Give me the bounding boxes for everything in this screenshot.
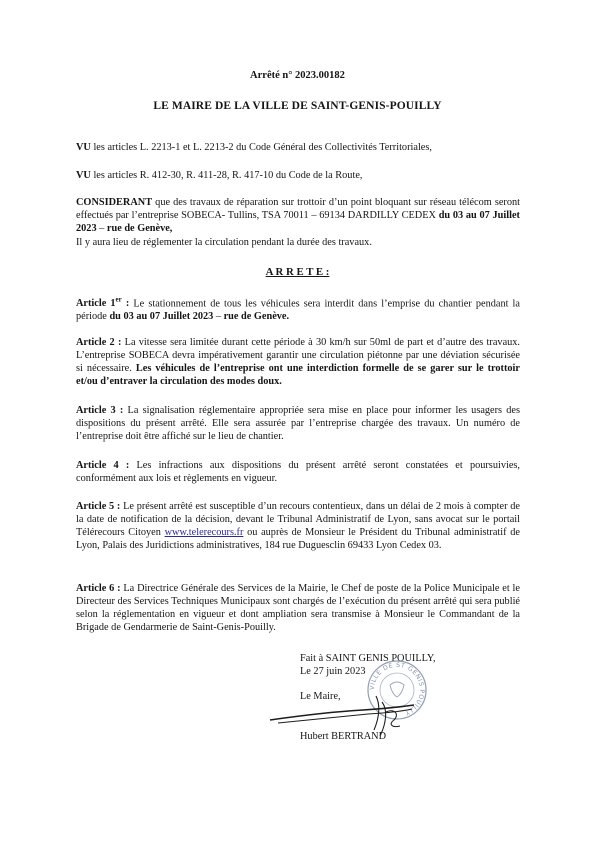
signature-date: Le 27 juin 2023 — [300, 666, 366, 677]
considerant-conclusion: Il y aura lieu de réglementer la circulation pendant la durée des travaux. — [76, 237, 372, 248]
article-3-text: La signalisation réglementaire appropriée sera mise en place pour informer les usagers des dispositions du présent arrêté. Elle sera assurée par l’entreprise chargée des travaux. Un numéro de l’entreprise doit être affiché sur le lieu de chantier. — [76, 405, 521, 442]
article-2-text: La vitesse sera limitée durant cette période à 30 km/h sur 50ml de part et d’autre des travaux. L’entreprise SOBECA devra impérativement garantir une circulation piétonne par une déviation sécurisée si nécessaire. — [76, 337, 521, 374]
article-3 — [76, 404, 520, 443]
article-6 — [76, 582, 520, 634]
article-5-text: Le présent arrêté est susceptible d’un recours contentieux, dans un délai de 2 mois à compter de la date de notification de la décision, devant le Tribunal Administratif de Lyon, sans avocat sur le portail Télérecours Citoyen — [76, 501, 520, 538]
article-6-label: Article 6 : — [76, 583, 121, 594]
article-1-colon: : — [121, 298, 130, 310]
issuing-authority: LE MAIRE DE LA VILLE DE SAINT-GENIS-POUILLY — [153, 100, 442, 112]
vu-text: les articles L. 2213-1 et L. 2213-2 du Code Général des Collectivités Territoriales, — [90, 142, 432, 153]
article-2-bold-text: Les véhicules de l’entreprise ont une interdiction formelle de se garer sur le trottoir et/ou d’entraver la circulation des modes doux. — [76, 363, 520, 387]
signature-role: Le Maire, — [300, 691, 341, 702]
article-5-label: Article 5 : — [76, 501, 121, 512]
article-6-text: La Directrice Générale des Services de la Mairie, le Chef de poste de la Police Municipale et le Directeur des Services Techniques Municipaux sont chargés de l’exécution du présent arrêté qui sera publié selon la réglementation en vigueur et dont ampliation sera transmise à Monsieur le Commandant de la Brigade de Gendarmerie de Saint-Genis-Pouilly. — [76, 583, 520, 633]
arrete-heading-row — [0, 266, 595, 278]
vu-lead: VU — [76, 142, 91, 153]
article-4 — [76, 459, 520, 485]
article-1 — [76, 294, 520, 323]
considerant-lead: CONSIDERANT — [76, 197, 153, 208]
stamp-text: VILLE DE ST GENIS POUILLY — [368, 661, 426, 717]
article-2 — [76, 336, 520, 388]
article-1-dash: – — [213, 311, 224, 323]
article-4-label: Article 4 : — [76, 460, 130, 471]
article-2-label: Article 2 : — [76, 337, 122, 348]
telerecours-link[interactable]: www.telerecours.fr — [164, 527, 244, 538]
article-3-label: Article 3 : — [76, 405, 124, 416]
considerant-dash: – — [96, 223, 107, 234]
article-1-dates: du 03 au 07 Juillet 2023 — [109, 311, 214, 323]
vu-text: les articles R. 412-30, R. 411-28, R. 417-10 du Code de la Route, — [90, 170, 363, 181]
article-4-text: Les infractions aux dispositions du présent arrêté seront constatées et poursuivies, conformément aux lois et règlements en vigueur. — [76, 460, 520, 484]
article-1-label — [76, 298, 129, 309]
article-1-street: rue de Genève. — [223, 311, 290, 323]
considerant-text: que des travaux de réparation sur trottoir d’un point bloquant sur réseau télécom seront effectués par l’entreprise SOBECA- Tullins, TSA 70011 – 69134 DARDILLY CEDEX — [76, 197, 520, 221]
article-5 — [76, 500, 520, 552]
considerant-dates: du 03 au 07 Juillet 2023 — [76, 210, 520, 234]
article-1-text: Le stationnement de tous les véhicules sera interdit dans l’emprise du chantier pendant la période — [76, 298, 520, 323]
considerant-street: rue de Genève, — [106, 223, 173, 234]
article-5-text-end: ou auprès de Monsieur le Président du Tribunal administratif de Lyon, Palais des Juridictions administratives, 184 rue Duguesclin 69433 Lyon Cedex 03. — [76, 527, 520, 551]
signature-place: Fait à SAINT GENIS POUILLY, — [300, 653, 436, 664]
vu-line-1 — [76, 141, 520, 154]
decree-number: Arrêté n° 2023.00182 — [250, 70, 345, 81]
article-1-label-text: Article 1 — [76, 298, 116, 310]
vu-lead: VU — [76, 170, 91, 181]
considerant-paragraph — [76, 196, 520, 235]
mayor-signature — [268, 690, 418, 742]
vu-line-2 — [76, 169, 520, 182]
arrete-heading: A R R E T E : — [265, 266, 330, 278]
signer-name: Hubert BERTRAND — [300, 731, 387, 742]
article-1-sup: er — [115, 296, 122, 304]
